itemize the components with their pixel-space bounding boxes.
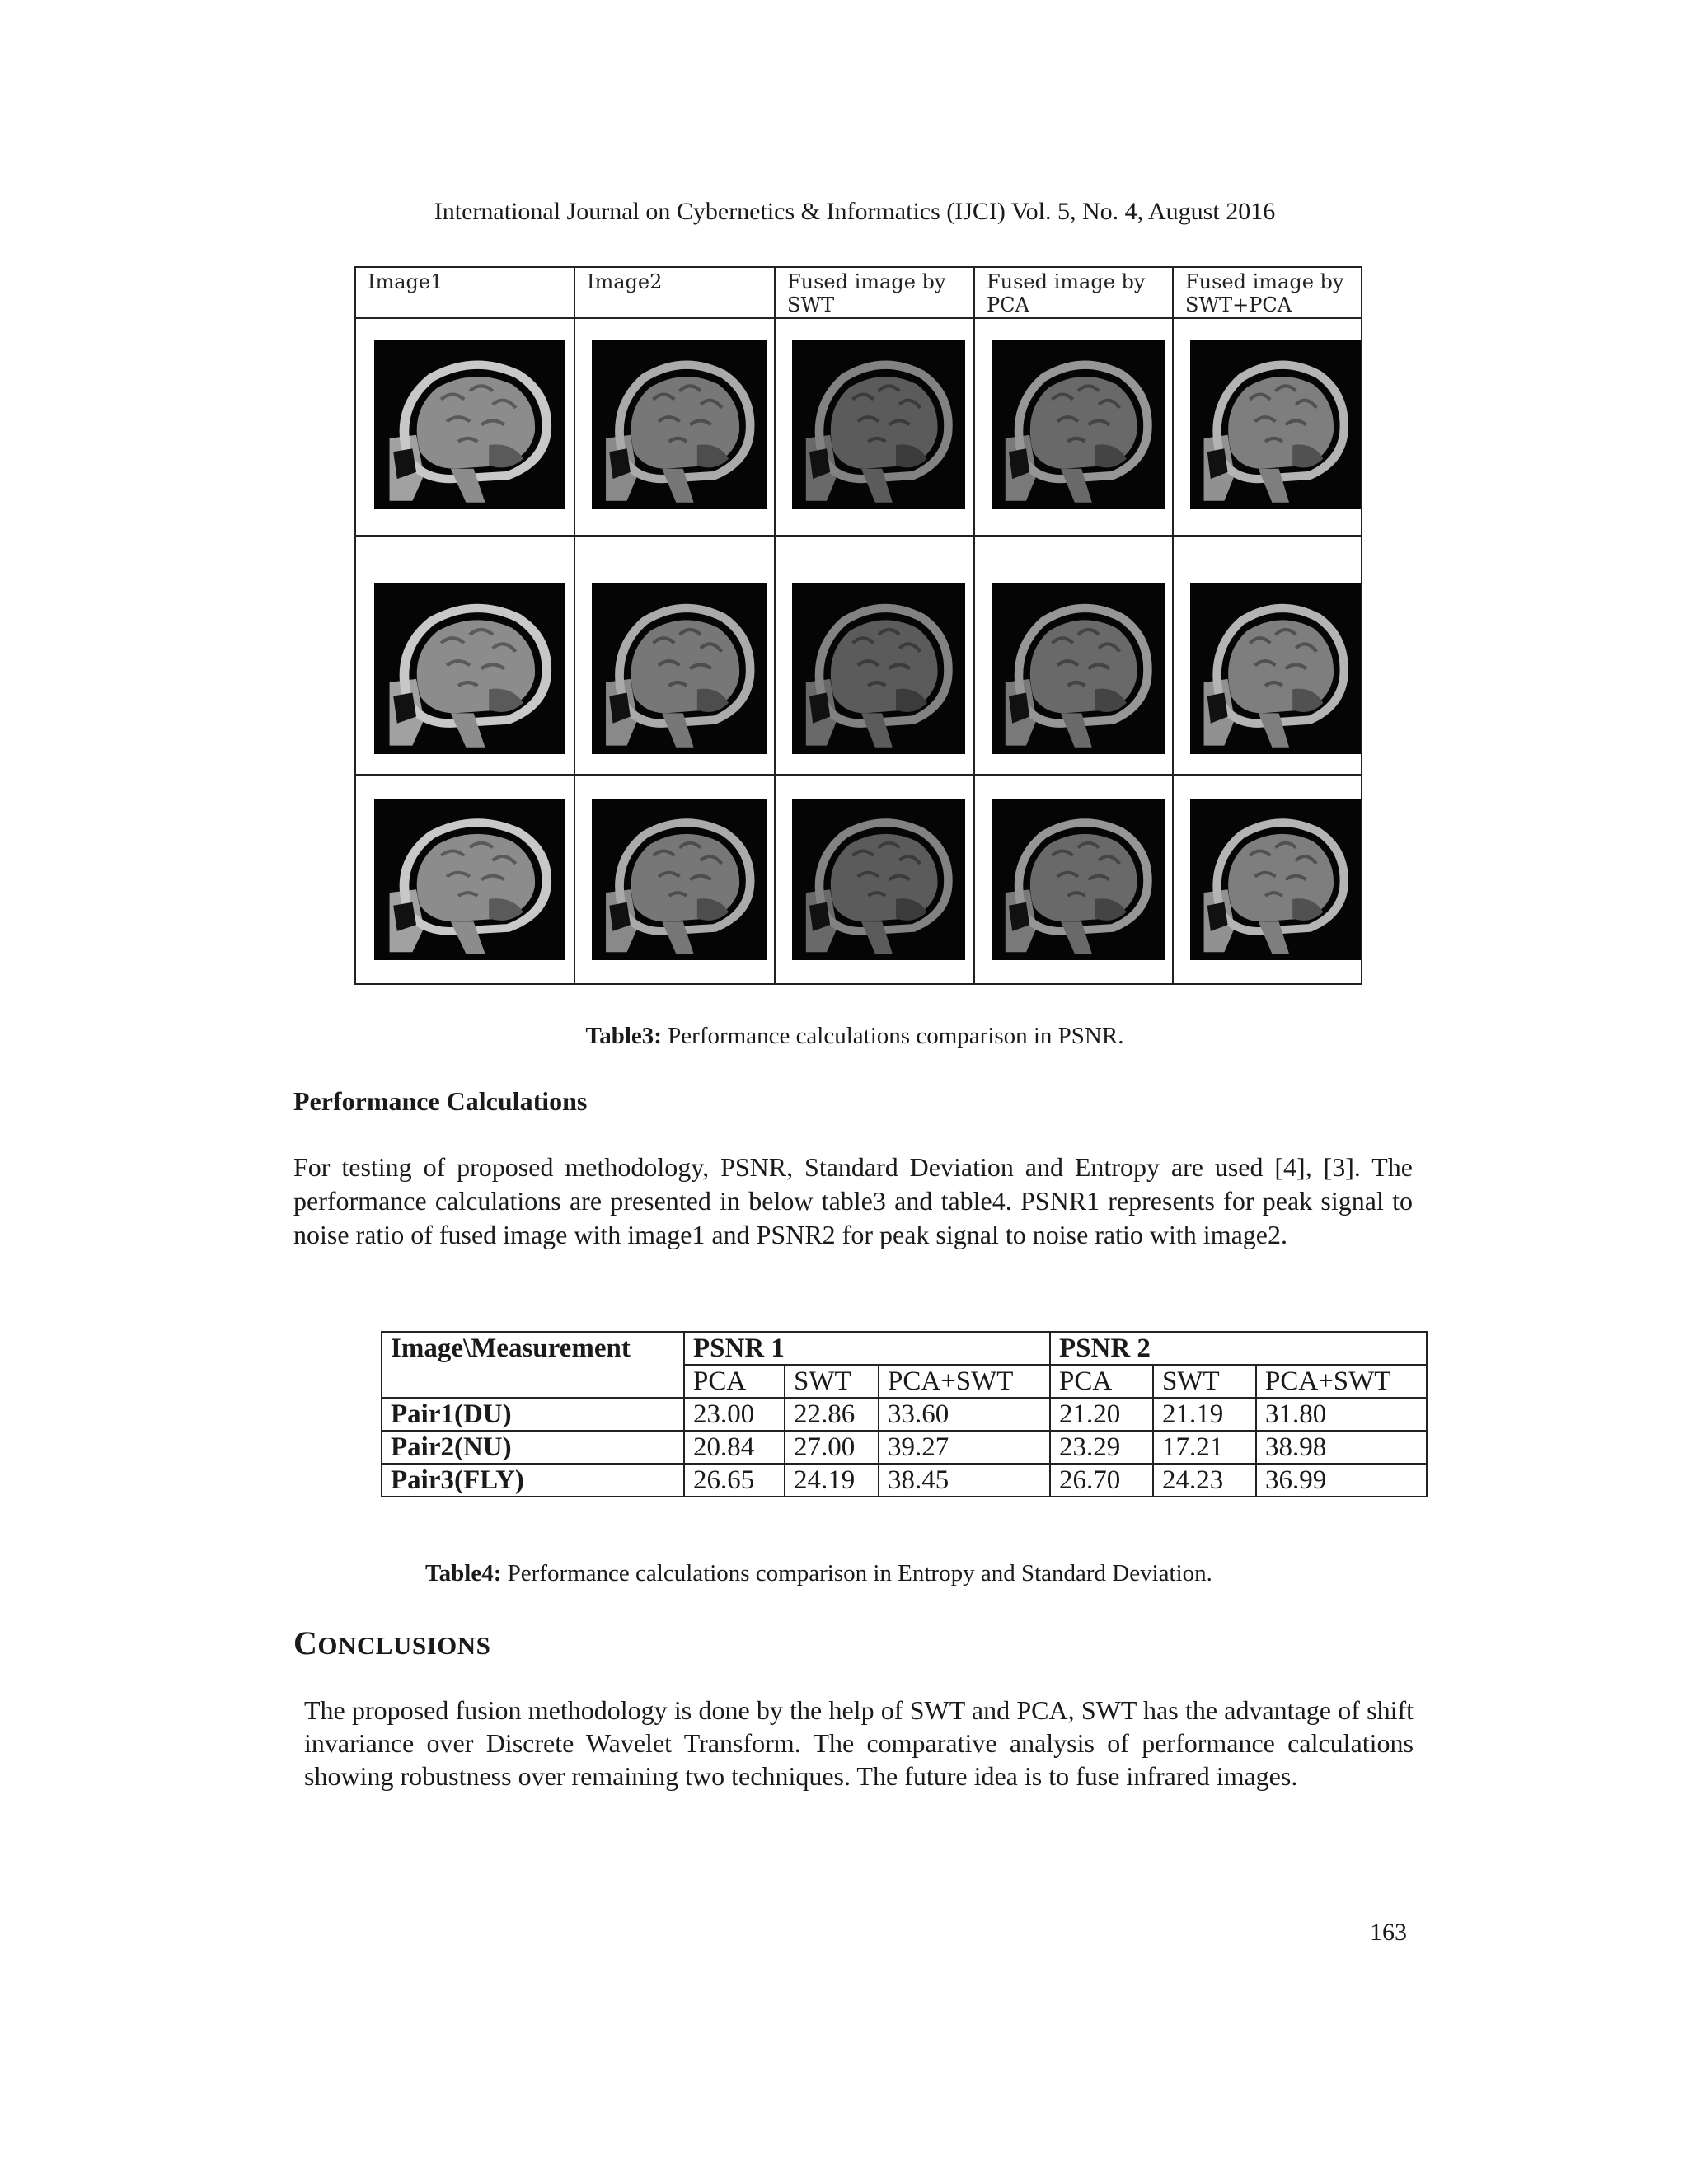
table-cell: 24.19	[785, 1464, 879, 1497]
table-cell: 27.00	[785, 1431, 879, 1464]
mri-image-row2-fused-swt-pca	[1190, 583, 1361, 754]
col-header-fused-swt-pca: Fused image by SWT+PCA	[1185, 270, 1344, 316]
subheader-cell: PCA	[1050, 1365, 1153, 1398]
row-label: Pair2(NU)	[382, 1431, 684, 1464]
mri-image-row3-fused-pca	[992, 799, 1165, 960]
table-cell: 38.45	[879, 1464, 1050, 1497]
table-cell: 23.00	[684, 1398, 785, 1431]
conclusions-paragraph: The proposed fusion methodology is done by the help of SWT and PCA, SWT has the advantage of shift invariance over Discrete Wavelet Transform. The comparative analysis of performance calculations showing robustness over remaining two techniques. The future idea is to fuse infrared images.	[304, 1695, 1414, 1791]
mri-image-row1-image2	[592, 340, 767, 509]
table-cell: 21.20	[1050, 1398, 1153, 1431]
corner-header: Image\Measurement	[382, 1332, 684, 1398]
performance-paragraph	[293, 1151, 1413, 1252]
table-cell: 36.99	[1256, 1464, 1427, 1497]
table-row	[382, 1398, 1427, 1431]
mri-image-row3-image2	[592, 799, 767, 960]
mri-image-row1-fused-swt	[792, 340, 965, 509]
mri-image-row2-fused-swt	[792, 583, 965, 754]
table-cell: 23.29	[1050, 1431, 1153, 1464]
col-header-fused-pca: Fused image by PCA	[987, 270, 1146, 316]
table-row	[382, 1464, 1427, 1497]
subheader-cell: SWT	[1153, 1365, 1256, 1398]
table-row	[382, 1431, 1427, 1464]
table-cell: 39.27	[879, 1431, 1050, 1464]
subheader-cell: SWT	[785, 1365, 879, 1398]
mri-image-row2-fused-pca	[992, 583, 1165, 754]
row-label: Pair3(FLY)	[382, 1464, 684, 1497]
table-cell: 24.23	[1153, 1464, 1256, 1497]
mri-image-row1-fused-pca	[992, 340, 1165, 509]
table-cell: 38.98	[1256, 1431, 1427, 1464]
figure-grid	[354, 266, 1362, 985]
table-cell: 22.86	[785, 1398, 879, 1431]
psnr-table	[381, 1331, 1428, 1497]
col-header-image1: Image1	[368, 270, 443, 293]
mri-image-row2-image2	[592, 583, 767, 754]
performance-paragraph-text: For testing of proposed methodology, PSNR, Standard Deviation and Entropy are used [4], [3]. The performance calculations are presented in below table3 and table4. PSNR1 represents for peak signal to noise ratio of fused image with image1 and PSNR2 for peak signal to noise ratio with image2.	[293, 1152, 1413, 1249]
row-label: Pair1(DU)	[382, 1398, 684, 1431]
group-header-psnr1: PSNR 1	[684, 1332, 1050, 1365]
mri-image-row3-fused-swt	[792, 799, 965, 960]
col-header-fused-swt: Fused image by SWT	[787, 270, 946, 316]
page-number: 163	[1370, 1919, 1407, 1946]
subheader-cell: PCA+SWT	[879, 1365, 1050, 1398]
section-heading-performance: Performance Calculations	[293, 1086, 588, 1116]
group-header-psnr2: PSNR 2	[1050, 1332, 1427, 1365]
table-cell: 20.84	[684, 1431, 785, 1464]
mri-image-row1-image1	[374, 340, 565, 509]
table-header-row	[382, 1332, 1427, 1365]
table-cell: 33.60	[879, 1398, 1050, 1431]
table-cell: 31.80	[1256, 1398, 1427, 1431]
subheader-cell: PCA+SWT	[1256, 1365, 1427, 1398]
subheader-cell: PCA	[684, 1365, 785, 1398]
table4-caption: Table4: Performance calculations comparison in Entropy and Standard Deviation.	[425, 1560, 1212, 1586]
table-cell: 21.19	[1153, 1398, 1256, 1431]
table-cell: 26.65	[684, 1464, 785, 1497]
col-header-image2: Image2	[587, 270, 663, 293]
mri-image-row2-image1	[374, 583, 565, 754]
mri-image-row3-image1	[374, 799, 565, 960]
table3-caption: Table3: Performance calculations comparison in PSNR.	[585, 1023, 1124, 1049]
mri-image-row1-fused-swt-pca	[1190, 340, 1361, 509]
running-header: International Journal on Cybernetics & Informatics (IJCI) Vol. 5, No. 4, August 2016	[434, 198, 1276, 225]
mri-image-row3-fused-swt-pca	[1190, 799, 1361, 960]
table-cell: 17.21	[1153, 1431, 1256, 1464]
table-cell: 26.70	[1050, 1464, 1153, 1497]
section-heading-conclusions: CONCLUSIONS	[293, 1624, 491, 1661]
